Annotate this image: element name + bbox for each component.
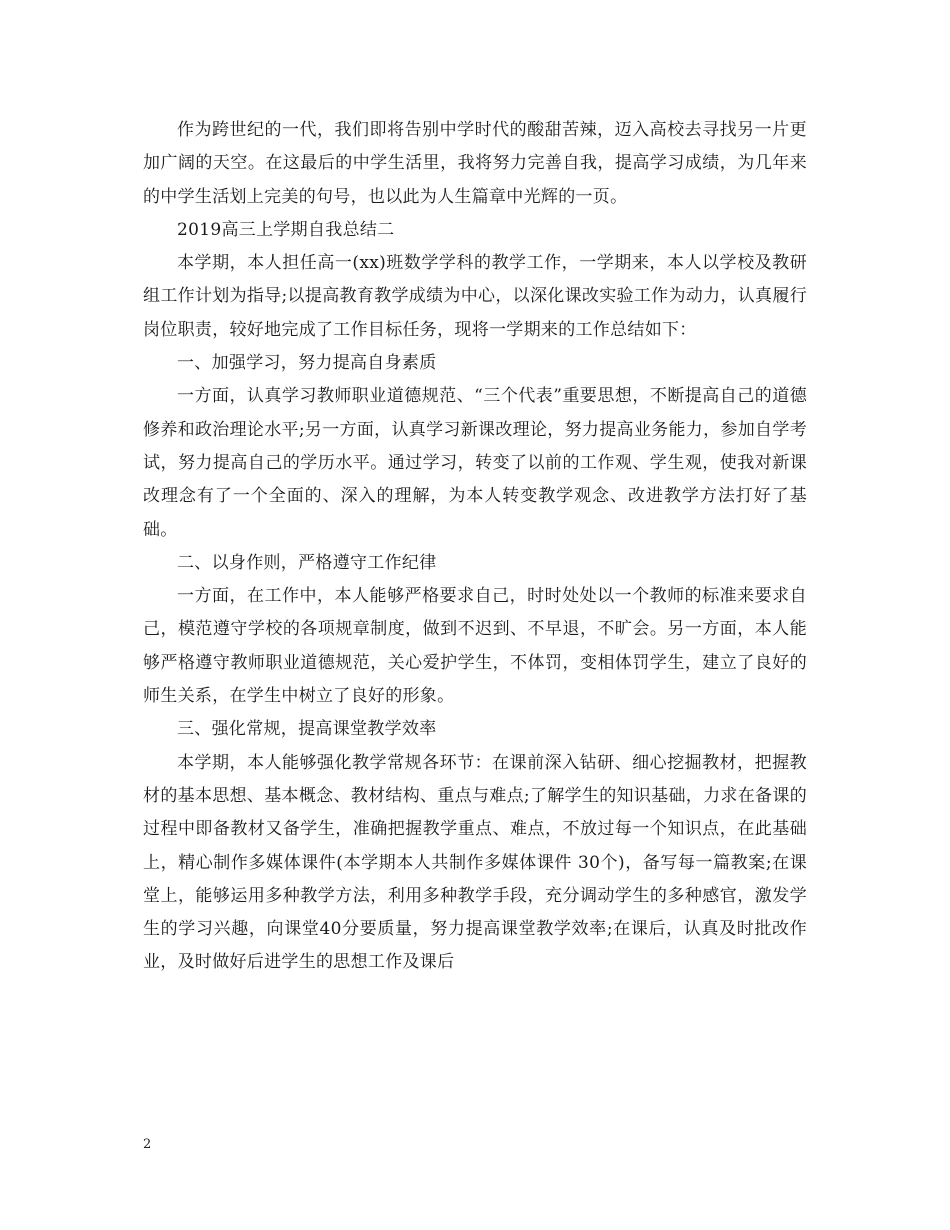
paragraph-semester-overview: 本学期，本人担任高一(xx)班数学学科的教学工作，一学期来，本人以学校及教研组工作计划为指导;以提高教育教学成绩为中心，以深化课改实验工作为动力，认真履行岗位职责，较好地完成了工作目标任务，现将一学期来的工作总结如下： xyxy=(143,253,807,340)
paragraph-intro-closing: 作为跨世纪的一代，我们即将告别中学时代的酸甜苦辣，迈入高校去寻找另一片更加广阔的天空。在这最后的中学生活里，我将努力完善自我，提高学习成绩，为几年来的中学生活划上完美的句号，也以此为人生篇章中光辉的一页。 xyxy=(143,120,807,207)
paragraph-work-discipline: 一方面，在工作中，本人能够严格要求自己，时时处处以一个教师的标准来要求自己，模范遵守学校的各项规章制度，做到不迟到、不早退，不旷会。另一方面，本人能够严格遵守教师职业道德规范，关心爱护学生，不体罚，变相体罚学生，建立了良好的师生关系，在学生中树立了良好的形象。 xyxy=(143,586,807,707)
document-body xyxy=(143,114,807,980)
paragraph-strengthen-study: 一方面，认真学习教师职业道德规范、“三个代表”重要思想，不断提高自己的道德修养和政治理论水平;另一方面，认真学习新课改理论，努力提高业务能力，参加自学考试，努力提高自己的学历水平。通过学习，转变了以前的工作观、学生观，使我对新课改理念有了一个全面的、深入的理解，为本人转变教学观念、改进教学方法打好了基础。 xyxy=(143,386,807,540)
heading-teaching-efficiency: 三、强化常规，提高课堂教学效率 xyxy=(177,719,437,740)
paragraph-teaching-efficiency: 本学期，本人能够强化教学常规各环节：在课前深入钻研、细心挖掘教材，把握教材的基本思想、基本概念、教材结构、重点与难点;了解学生的知识基础，力求在备课的过程中即备教材又备学生，准确把握教学重点、难点，不放过每一个知识点，在此基础上，精心制作多媒体课件(本学期本人共制作多媒体课件 30个)，备写每一篇教案;在课堂上，能够运用多种教学方法，利用多种教学手段，充分调动学生的多种感官，激发学生的学习兴趣，向课堂40分要质量，努力提高课堂教学效率;在课后，认真及时批改作业，及时做好后进学生的思想工作及课后 xyxy=(143,752,807,973)
heading-work-discipline: 二、以身作则，严格遵守工作纪律 xyxy=(177,552,437,573)
section-title-summary-two: 2019高三上学期自我总结二 xyxy=(177,219,395,240)
heading-strengthen-study: 一、加强学习，努力提高自身素质 xyxy=(177,353,437,374)
page-number: 2 xyxy=(143,1137,152,1152)
